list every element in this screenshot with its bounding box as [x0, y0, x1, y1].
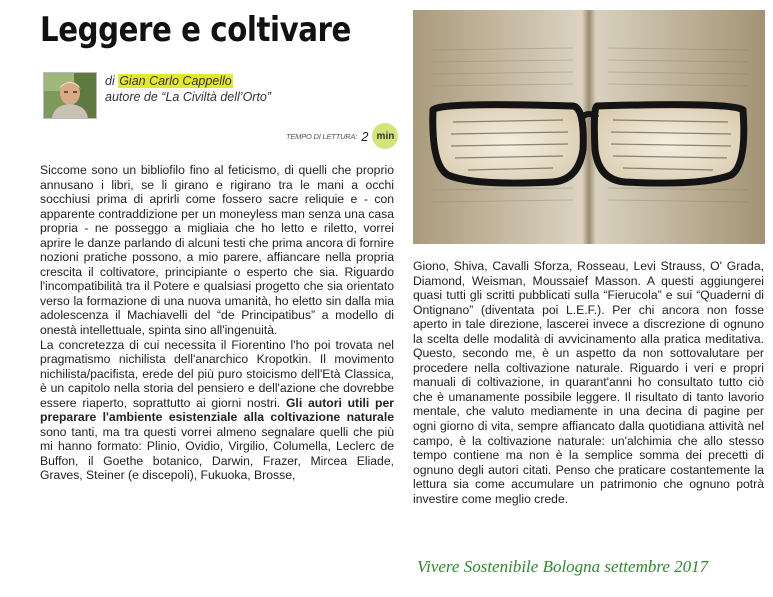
paragraph-3: Giono, Shiva, Cavalli Sforza, Rosseau, Levi Strauss, O' Grada, Diamond, Weisman, Moussaief Masson. A questi aggiungerei quasi tutti gli scritti pubblicati sulla “Fierucola” e sui “Quaderni di Ontignano” (diventata poi L.E.F.). Per chi ancora non fosse aperto in tale direzione, lascerei invece a discrezione di ognuno la scelta delle modalità di avvicinamento alla pratica meditativa. Questo, secondo me, è un aspetto da non sottovalutare per procedere nella coltivazione naturale. Riguardo i veri e propri manuali di coltivazione, in quarant'anni ho consultato tutto ciò che è umanamente possibile leggere. Il risultato di tanto lavorio mentale, che valuto mediamente in una decina di pagine per ogni giorno di vita, sempre affiancato dalla quotidiana attività nel campo, è la coltivazione naturale: un'alchimia che allo stesso tempo contiene ma non è la semplice somma dei precetti di ognuno degli autori citati. Penso che praticare costantemente la lettura sia come accumulare un patrimonio che ognuno potrà investire come meglio crede.	[413, 259, 764, 506]
paragraph-2	[40, 338, 394, 483]
byline-prefix: di	[105, 74, 119, 88]
publication-source: Vivere Sostenibile Bologna settembre 2017	[417, 557, 709, 576]
reading-time-unit: min	[372, 123, 398, 149]
highlighted-sentence: Gli autori utili per preparare l'ambiente esistenziale alla coltivazione naturale	[40, 395, 394, 425]
reading-time-label: TEMPO DI LETTURA:	[286, 131, 358, 141]
paragraph-2-start: La concretezza di cui necessita il Fiorentino l'ho poi trovata nel pragmatismo nichilista dell'anarchico Kropotkin. Il movimento nichilista/pacifista, erede del più puro stoicismo dell'Età Classica, è un capitolo nella storia del pensiero e dell'azione che dovrebbe essere riaperto, soprattutto ai giorni nostri.	[40, 337, 394, 410]
author-portrait	[44, 73, 96, 118]
author-photo	[43, 72, 97, 119]
author-role: autore de “La Civiltà dell’Orto”	[105, 90, 272, 104]
paragraph-2-end: sono tanti, ma tra questi vorrei almeno segnalare quelli che più mi hanno formato: Plinio, Ovidio, Virgilio, Columella, Leclerc de Buffon, il Goethe botanico, Darwin, Frazer, Mircea Eliade, Graves, Steiner (e discepoli), Fukuoka, Brosse,	[40, 424, 394, 483]
reading-time-value: 2	[361, 128, 369, 144]
author-name[interactable]: Gian Carlo Cappello	[119, 74, 232, 88]
author-line	[105, 73, 271, 89]
article-title: Leggere e coltivare	[40, 10, 351, 50]
article-photo	[413, 10, 765, 244]
article-column-2	[413, 259, 764, 506]
article-column-1	[40, 163, 394, 483]
paragraph-1: Siccome sono un bibliofilo fino al feticismo, di quelli che proprio annusano i libri, se li girano e rigirano tra le mani a occhi socchiusi prima di aprirli come fossero sacre reliquie e - con apparente contraddizione per un moneyless man senza una casa propria - ne posseggo a migliaia che ho letto e riletto, vorrei aprire le danze parlando di alcuni testi che prima ancora di fornire nozioni pratiche possono, a mio parere, affiancare nella propria crescita il coltivatore, principiante o esperto che sia. Riguardo l'incompatibilità tra il Potere e qualsiasi progetto che sia orientato verso la formazione di una nuova umanità, ho eletto sin dalla mia adolescenza il Machiavelli del “de Principatibus” a modello di onestà intellettuale, spinta sino all'ingenuità.	[40, 163, 394, 338]
author-byline	[105, 73, 271, 105]
reading-time	[286, 123, 398, 149]
glasses-on-book-image	[413, 10, 765, 244]
